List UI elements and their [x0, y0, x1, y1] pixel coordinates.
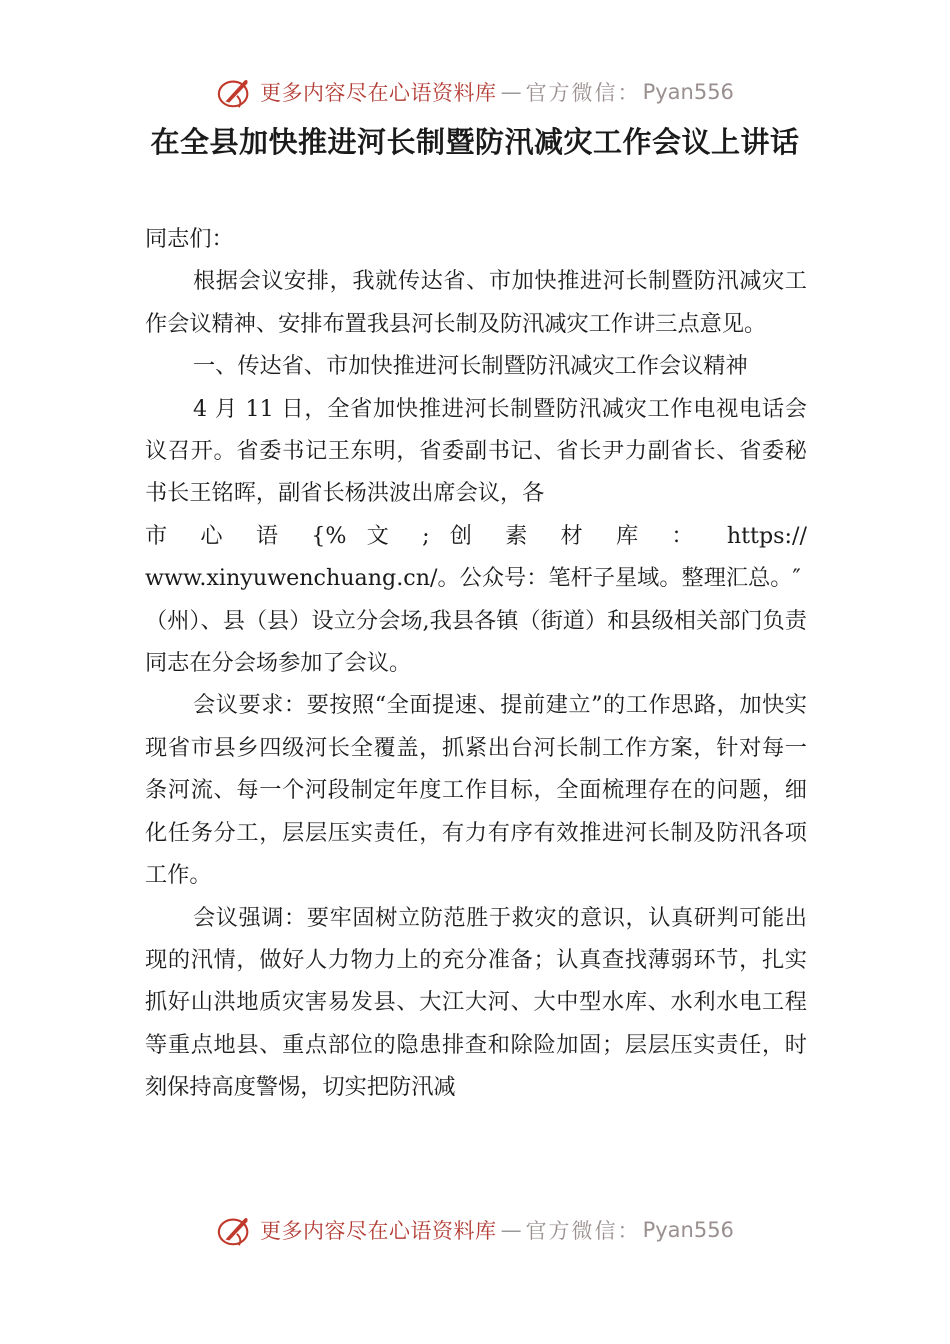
watermark-separator: —: [500, 1218, 522, 1242]
greeting: 同志们：: [145, 226, 234, 252]
watermark-wechat-id: Pyan556: [642, 80, 734, 104]
document-title: 在全县加快推进河长制暨防汛减灾工作会议上讲话: [150, 125, 800, 159]
watermark-wechat-id: Pyan556: [642, 1218, 734, 1242]
quill-pen-logo-icon: [216, 73, 254, 111]
watermark-site-text: 更多内容尽在心语资料库: [260, 1219, 497, 1243]
paragraph-intro: 根据会议安排，我就传达省、市加快推进河长制暨防汛减灾工作会议精神、安排布置我县河长制及防汛减灾工作讲三点意见。: [145, 268, 807, 337]
quill-pen-logo-icon: [216, 1211, 254, 1249]
watermark-site-text: 更多内容尽在心语资料库: [260, 81, 497, 105]
watermark-wechat-label: 官方微信：: [525, 81, 641, 105]
footer-watermark: [0, 1210, 950, 1250]
paragraph-requirements: 会议要求：要按照“全面提速、提前建立”的工作思路，加快实现省市县乡四级河长全覆盖，抓紧出台河长制工作方案，针对每一条河流、每一个河段制定年度工作目标，全面梳理存在的问题，细化任务分工，层层压实责任，有力有序有效推进河长制及防汛各项工作。: [145, 692, 807, 889]
paragraph-source-line: 市 心 语 {% 文 ; 创 素 材 库 ： https://: [145, 522, 807, 549]
watermark-wechat-label: 官方微信：: [525, 1219, 641, 1243]
document-body: [145, 218, 807, 1109]
paragraph-emphasis: 会议强调：要牢固树立防范胜于救灾的意识，认真研判可能出现的汛情，做好人力物力上的充分准备；认真查找薄弱环节，扎实抓好山洪地质灾害易发县、大江大河、大中型水库、水利水电工程等重点地县、重点部位的隐患排查和除险加固；层层压实责任，时刻保持高度警惕，切实把防汛减: [145, 904, 807, 1101]
paragraph-meeting: 4 月 11 日，全省加快推进河长制暨防汛减灾工作电视电话会议召开。省委书记王东明，省委副书记、省长尹力副省长、省委秘书长王铭晖，副省长杨洪波出席会议，各: [145, 395, 807, 507]
paragraph-venues: （州）、县（县）设立分会场,我县各镇（街道）和县级相关部门负责同志在分会场参加了会议。: [145, 607, 807, 677]
header-watermark: [0, 72, 950, 112]
watermark-separator: —: [500, 80, 522, 104]
paragraph-source-url: www.xinyuwenchuang.cn/。公众号：笔杆子星域。整理汇总。″: [145, 565, 801, 592]
section-heading-1: 一、传达省、市加快推进河长制暨防汛减灾工作会议精神: [193, 353, 748, 380]
